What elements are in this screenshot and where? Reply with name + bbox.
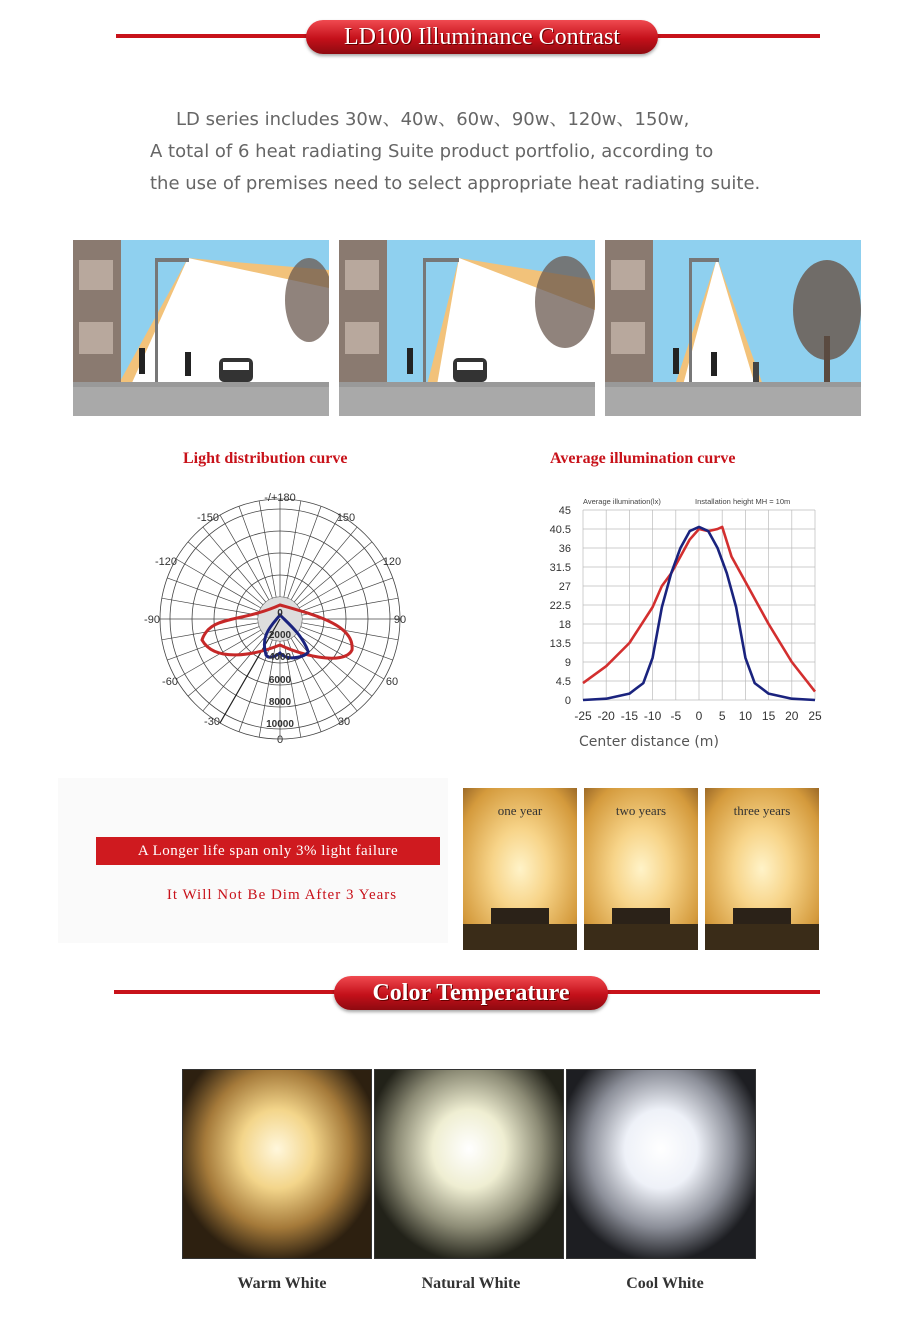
photo-label: one year: [497, 803, 543, 818]
chart-y-tick-label: 36: [558, 543, 571, 555]
lifespan-banner: A Longer life span only 3% light failure: [96, 837, 440, 865]
caption-cool-white: Cool White: [626, 1275, 704, 1292]
chart-x-tick-label: 0: [695, 709, 703, 723]
chart-y-tick-label: 31.5: [549, 562, 571, 574]
ground: [463, 924, 577, 950]
polar-radial-label: 4000: [268, 652, 292, 663]
lamp-icon: [491, 908, 549, 924]
polar-spoke: [302, 598, 399, 615]
polar-angle-label: -120: [154, 556, 178, 568]
polar-spoke: [162, 598, 259, 615]
lifespan-subtitle: It Will Not Be Dim After 3 Years: [166, 887, 398, 903]
polar-spoke: [259, 501, 276, 598]
section-title-color-temperature: Color Temperature: [334, 976, 608, 1010]
polar-radial-label: 10000: [266, 719, 294, 730]
intro-line: the use of premises need to select appropriate heat radiating suite.: [150, 173, 761, 194]
color-photo-natural-white: [374, 1069, 564, 1259]
chart-x-tick-label: -15: [620, 709, 639, 723]
polar-angle-label: -150: [196, 512, 220, 524]
polar-angle-label: 0: [276, 734, 284, 746]
polar-radial-label: 2000: [268, 630, 292, 641]
polar-spoke: [288, 506, 322, 598]
polar-spoke: [167, 578, 259, 612]
photo-label: three years: [733, 803, 791, 818]
header-line-left: [114, 990, 344, 994]
lifespan-photo-two-years: [584, 788, 698, 950]
average-illumination-chart: [545, 492, 835, 757]
chart-y-tick-label: 27: [558, 581, 571, 593]
chart-y-tick-label: 22.5: [549, 600, 571, 612]
chart-y-tick-label: 9: [564, 657, 571, 669]
street-scene-1: [73, 240, 329, 416]
polar-spoke: [297, 633, 372, 696]
polar-angle-label: -60: [162, 676, 178, 688]
chart-y-tick-label: 4.5: [555, 676, 571, 688]
polar-spoke: [239, 506, 273, 598]
chart-x-tick-label: 10: [738, 709, 753, 723]
street-scene-2: [339, 240, 595, 416]
caption-warm-white: Warm White: [237, 1275, 327, 1292]
ground: [584, 924, 698, 950]
polar-radial-label: 0: [277, 608, 283, 619]
polar-spoke: [284, 501, 301, 598]
lamp-icon: [733, 908, 791, 924]
ground: [705, 924, 819, 950]
chart-header-right: Installation height MH = 10m: [695, 497, 791, 506]
polar-angle-label: 30: [337, 716, 351, 728]
intro-line: LD series includes 30w、40w、60w、90w、120w、150w,: [176, 109, 690, 130]
chart-x-tick-label: 5: [718, 709, 726, 723]
polar-angle-label: 150: [336, 512, 356, 524]
polar-angle-label: -30: [204, 716, 220, 728]
light-distribution-title: Light distribution curve: [183, 450, 348, 467]
chart-x-axis-label: Center distance (m): [579, 734, 719, 750]
polar-spoke: [188, 633, 263, 696]
polar-angle-label: 120: [382, 556, 402, 568]
chart-x-tick-label: -20: [597, 709, 615, 723]
intro-line: A total of 6 heat radiating Suite product portfolio, according to: [150, 141, 714, 162]
lifespan-photo-one-year: [463, 788, 577, 950]
polar-angle-label: 90: [393, 614, 407, 626]
polar-spoke: [203, 636, 266, 711]
chart-x-tick-label: 20: [785, 709, 799, 723]
street-scene-3: [605, 240, 861, 416]
header-line-right: [650, 34, 820, 38]
polar-spoke: [294, 527, 357, 602]
chart-x-tick-label: -25: [574, 709, 592, 723]
polar-light-distribution-chart: [130, 485, 430, 755]
polar-radial-label: 8000: [268, 697, 292, 708]
chart-x-tick-label: -10: [643, 709, 662, 723]
polar-radial-label: 6000: [268, 675, 292, 686]
color-photo-cool-white: [566, 1069, 756, 1259]
lamp-icon: [612, 908, 670, 924]
polar-angle-label: -90: [144, 614, 160, 626]
polar-spoke: [301, 578, 393, 612]
color-photo-warm-white: [182, 1069, 372, 1259]
chart-y-tick-label: 13.5: [549, 638, 571, 650]
chart-y-tick-label: 0: [564, 695, 571, 707]
polar-spoke: [294, 636, 357, 711]
lifespan-photo-three-years: [705, 788, 819, 950]
polar-spoke: [176, 559, 261, 608]
polar-angle-label: -/+180: [264, 492, 296, 504]
polar-spoke: [220, 515, 269, 600]
chart-x-tick-label: 25: [808, 709, 822, 723]
polar-spoke: [291, 515, 340, 600]
chart-y-tick-label: 45: [558, 505, 571, 517]
polar-spoke: [203, 527, 266, 602]
header-line-right: [598, 990, 820, 994]
chart-x-tick-label: 15: [761, 709, 776, 723]
chart-x-tick-label: -5: [670, 709, 682, 723]
header-line-left: [116, 34, 316, 38]
intro-text: [150, 104, 850, 200]
chart-y-tick-label: 18: [558, 619, 571, 631]
average-illumination-title: Average illumination curve: [550, 450, 736, 467]
photo-label: two years: [615, 803, 667, 818]
polar-spoke: [188, 542, 263, 605]
polar-angle-label: 60: [385, 676, 399, 688]
caption-natural-white: Natural White: [421, 1275, 521, 1292]
chart-header-left: Average illumination(lx): [583, 497, 661, 506]
section-title-illuminance: LD100 Illuminance Contrast: [306, 20, 658, 54]
chart-y-tick-label: 40.5: [549, 524, 571, 536]
polar-spoke: [299, 559, 384, 608]
polar-spoke: [297, 542, 372, 605]
polar-spoke: [162, 623, 259, 640]
